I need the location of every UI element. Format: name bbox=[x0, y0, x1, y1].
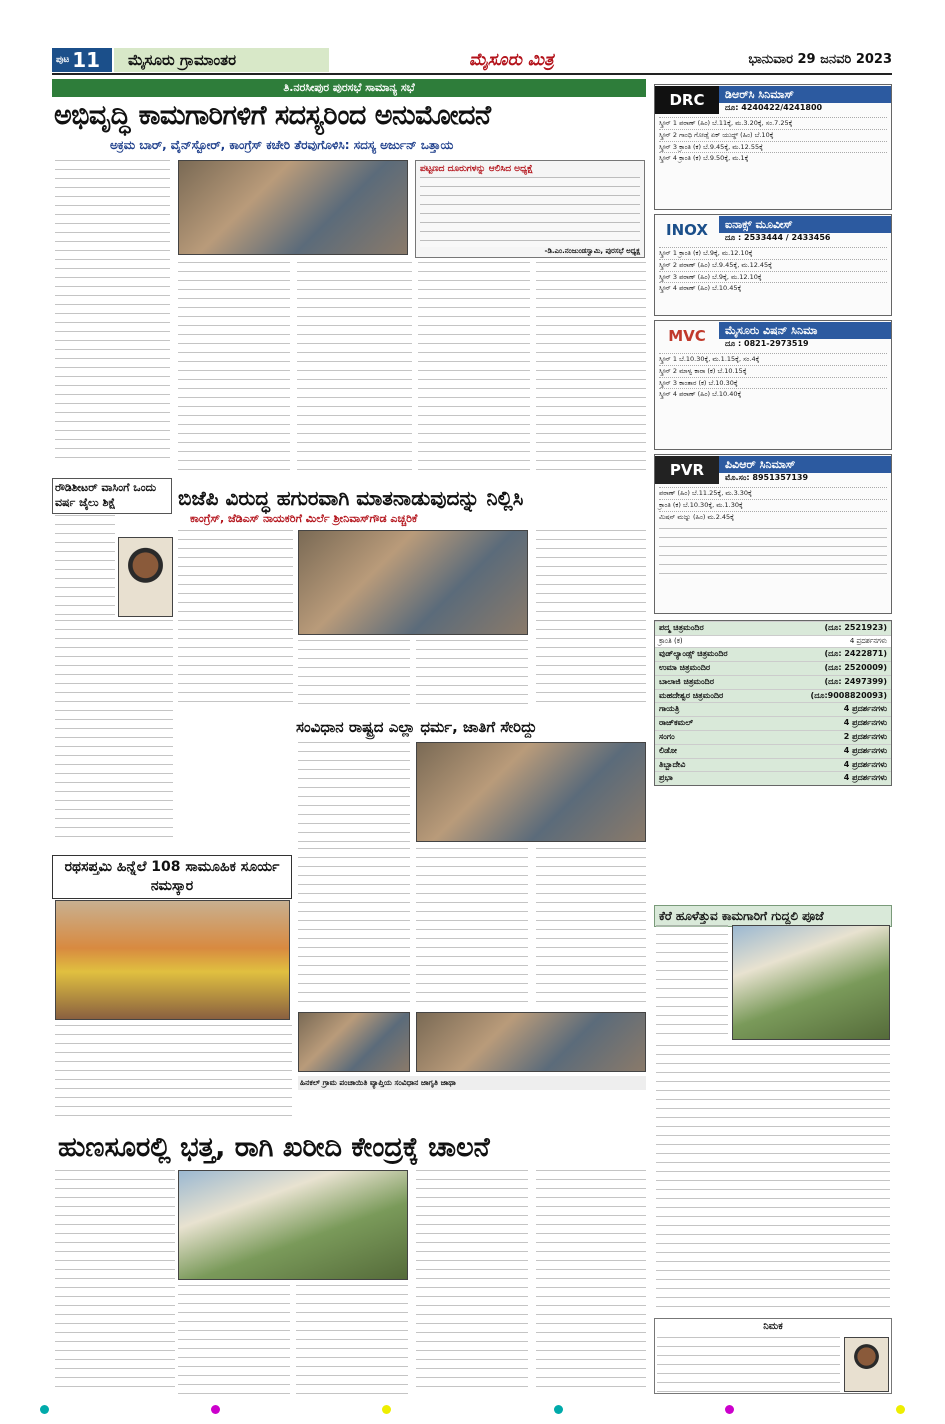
tribute-head: ನಿಮಕ bbox=[763, 1321, 783, 1332]
drc-phone: ದೂ: 4240422/4241800 bbox=[725, 103, 823, 113]
quote-text bbox=[420, 177, 640, 247]
paper-logo: ಮೈಸೂರು ಮಿತ್ರ bbox=[469, 49, 554, 70]
masthead bbox=[52, 47, 892, 75]
story3-body-col1 bbox=[298, 742, 410, 842]
theatre-name: ಸಂಗಂ bbox=[659, 732, 675, 742]
story2-photo-protest bbox=[298, 530, 528, 635]
cyan-dot bbox=[554, 1405, 563, 1414]
yellow-dot bbox=[382, 1405, 391, 1414]
inox-screen: ಸ್ಕ್ರೀನ್ 3 ಪಠಾಣ್ (ಹಿಂ) ಬೆ.9ಕ್ಕೆ, ಮ.12.10ಕ್ಕೆ bbox=[659, 271, 887, 283]
magenta-dot bbox=[211, 1405, 220, 1414]
theatre-shows: 4 ಪ್ರದರ್ಶನಗಳು bbox=[843, 704, 887, 714]
inox-name: ಐನಾಕ್ಸ್ ಮೂವೀಸ್ bbox=[719, 216, 891, 233]
magenta-dot bbox=[725, 1405, 734, 1414]
theatre-shows: 2 ಪ್ರದರ್ಶನಗಳು bbox=[843, 732, 887, 742]
story1-photo-meeting bbox=[178, 160, 408, 255]
story1-kicker: ತಿ.ನರಸೀಪುರ ಪುರಸಭೆ ಸಾಮಾನ್ಯ ಸಭೆ bbox=[52, 79, 646, 97]
pvr-notice bbox=[659, 528, 887, 578]
quote-credit: -ಡಿ.ಎಂ.ನಂಜುಂಡಸ್ವಾಮಿ, ಪುರಸಭೆ ಅಧ್ಯಕ್ಷ bbox=[544, 247, 640, 256]
pvr-name: ಪಿವಿಆರ್ ಸಿನಿಮಾಸ್ bbox=[719, 456, 891, 473]
yellow-dot bbox=[896, 1405, 905, 1414]
theatre-phone: (ದೂ: 2422871) bbox=[824, 649, 887, 659]
theatre-list bbox=[654, 620, 892, 786]
story3-photo-group-a bbox=[298, 1012, 410, 1072]
tribute-photo bbox=[844, 1337, 889, 1392]
theatre-name: ವುಡ್‌ಲ್ಯಾಂಡ್ಸ್ ಚಿತ್ರಮಂದಿರ bbox=[659, 649, 728, 659]
theatre-name: ರಾಜ್‌ಕಮಲ್ bbox=[659, 718, 694, 728]
story1-body-col3 bbox=[297, 262, 412, 472]
story6-body-col2 bbox=[656, 1045, 890, 1310]
mvc-logo: MVC bbox=[668, 326, 706, 345]
mvc-name: ಮೈಸೂರು ವಿಷನ್ ಸಿನಿಮಾ bbox=[719, 322, 891, 339]
story1-body-col5 bbox=[536, 262, 646, 472]
theatre-name: ಮಹದೇಶ್ವರ ಚಿತ್ರಮಂದಿರ bbox=[659, 690, 724, 700]
story1-quote-box bbox=[415, 160, 645, 258]
story5-body-col5 bbox=[536, 1170, 646, 1395]
page-number-box bbox=[52, 48, 112, 72]
cyan-dot bbox=[40, 1405, 49, 1414]
cinema-listing-inox bbox=[654, 214, 892, 316]
theatre-phone: (ದೂ: 2497399) bbox=[824, 676, 887, 686]
side1-body-bottom bbox=[55, 620, 173, 845]
story5-body-col1 bbox=[55, 1170, 175, 1395]
tribute-text bbox=[657, 1337, 840, 1392]
theatre-phone: (ದೂ: 2521923) bbox=[824, 623, 887, 632]
drc-screen: ಸ್ಕ್ರೀನ್ 3 ಕ್ರಾಂತಿ (ಕ) ಬೆ.9.45ಕ್ಕೆ, ಮ.12.55ಕ್ಕೆ bbox=[659, 141, 887, 153]
story5-body-col4 bbox=[416, 1170, 528, 1395]
side1-headline: ರೌಡಿಶೀಟರ್ ವಾಸಿಂಗೆ ಒಂದು ವರ್ಷ ಜೈಲು ಶಿಕ್ಷೆ bbox=[52, 478, 172, 514]
story1-headline: ಅಭಿವೃದ್ಧಿ ಕಾಮಗಾರಿಗಳಿಗೆ ಸದಸ್ಯರಿಂದ ಅನುಮೋದನೆ bbox=[54, 100, 491, 131]
inox-screen: ಸ್ಕ್ರೀನ್ 2 ಪಠಾಣ್ (ಹಿಂ) ಬೆ.9.45ಕ್ಕೆ, ಮ.12.45ಕ್ಕೆ bbox=[659, 259, 887, 271]
story4-headline: ರಥಸಪ್ತಮಿ ಹಿನ್ನೆಲೆ 108 ಸಾಮೂಹಿಕ ಸೂರ್ಯ ನಮಸ್ಕಾರ bbox=[52, 855, 292, 899]
story2-body-col2a bbox=[298, 640, 410, 712]
side1-body-top bbox=[55, 515, 115, 615]
story6-headline: ಕೆರೆ ಹೂಳೆತ್ತುವ ಕಾಮಗಾರಿಗೆ ಗುದ್ದಲಿ ಪೂಜೆ bbox=[654, 905, 892, 927]
theatre-name: ಪದ್ಮ ಚಿತ್ರಮಂದಿರ bbox=[659, 623, 704, 632]
cinema-listing-pvr bbox=[654, 454, 892, 614]
inox-screen: ಸ್ಕ್ರೀನ್ 1 ಕ್ರಾಂತಿ (ಕ) ಬೆ.9ಕ್ಕೆ, ಮ.12.10ಕ್ಕೆ bbox=[659, 247, 887, 259]
drc-name: ಡಿಆರ್‌ಸಿ ಸಿನಿಮಾಸ್ bbox=[719, 86, 891, 103]
theatre-name: ಲಿಡೋ bbox=[659, 745, 677, 755]
story3-body-col2 bbox=[298, 848, 410, 1008]
inox-logo: INOX bbox=[666, 220, 708, 239]
theatre-shows: 4 ಪ್ರದರ್ಶನಗಳು bbox=[843, 773, 887, 783]
story3-headline: ಸಂವಿಧಾನ ರಾಷ್ಟ್ರದ ಎಲ್ಲಾ ಧರ್ಮ, ಜಾತಿಗೆ ಸೇರಿದ್ದು bbox=[296, 718, 537, 736]
inox-screen: ಸ್ಕ್ರೀನ್ 4 ಪಠಾಣ್ (ಹಿಂ) ಬೆ.10.45ಕ್ಕೆ bbox=[659, 282, 887, 294]
mvc-screen: ಸ್ಕ್ರೀನ್ 4 ಪಠಾಣ್ (ಹಿಂ) ಬೆ.10.40ಕ್ಕೆ bbox=[659, 388, 887, 400]
page-number: 11 bbox=[72, 47, 101, 72]
inox-phone: ದೂ : 2533444 / 2433456 bbox=[725, 233, 831, 243]
story1-body-col4 bbox=[418, 262, 530, 472]
story4-body bbox=[55, 1025, 292, 1120]
issue-date: ಭಾನುವಾರ 29 ಜನವರಿ 2023 bbox=[748, 52, 892, 68]
mvc-phone: ದೂ : 0821-2973519 bbox=[725, 339, 809, 349]
story5-headline: ಹುಣಸೂರಲ್ಲಿ ಭತ್ತ, ರಾಗಿ ಖರೀದಿ ಕೇಂದ್ರಕ್ಕೆ ಚಾಲನೆ bbox=[58, 1132, 490, 1163]
story4-photo-crowd bbox=[55, 900, 290, 1020]
pvr-screen: ಮಿಷನ್ ಮಜ್ನು (ಹಿಂ) ಮ.2.45ಕ್ಕೆ bbox=[659, 511, 887, 523]
theatre-shows: 4 ಪ್ರದರ್ಶನಗಳು bbox=[843, 759, 887, 769]
story5-photo-inauguration bbox=[178, 1170, 408, 1280]
pvr-logo: PVR bbox=[655, 456, 719, 484]
pvr-screen: ಕ್ರಾಂತಿ (ಕ) ಬೆ.10.30ಕ್ಕೆ, ಮ.1.30ಕ್ಕೆ bbox=[659, 499, 887, 511]
mvc-screen: ಸ್ಕ್ರೀನ್ 1 ಬೆ.10.30ಕ್ಕೆ, ಮ.1.15ಕ್ಕೆ, ಸಂ.4ಕ್ಕೆ bbox=[659, 353, 887, 365]
story3-body-col4 bbox=[536, 848, 646, 1008]
pvr-phone: ಮೊ.ಸಂ: 8951357139 bbox=[725, 473, 809, 483]
mvc-screen: ಸ್ಕ್ರೀನ್ 2 ಮಾಳ್ವ ಕಾರಾ (ಕ) ಬೆ.10.15ಕ್ಕೆ bbox=[659, 365, 887, 377]
theatre-name: ಬಾಲಾಜಿ ಚಿತ್ರಮಂದಿರ bbox=[659, 676, 714, 686]
story3-body-col3 bbox=[416, 848, 528, 1008]
drc-logo: DRC bbox=[655, 86, 719, 114]
quote-title: ಪಟ್ಟಣದ ದೂರುಗಳನ್ನು ಆಲಿಸಿದ ಅಧ್ಯಕ್ಷೆ bbox=[420, 164, 533, 174]
theatre-name: ಪ್ರಭಾ bbox=[659, 773, 673, 783]
pvr-screen: ಪಠಾಣ್ (ಹಿಂ) ಬೆ.11.25ಕ್ಕೆ, ಮ.3.30ಕ್ಕೆ bbox=[659, 487, 887, 499]
tribute-box bbox=[654, 1318, 892, 1394]
drc-screen: ಸ್ಕ್ರೀನ್ 2 ಗಾಂಧಿ ಗೋಡ್ಸೆ ಏಕ್ ಯುದ್ಧ್ (ಹಿಂ) ಬೆ.10ಕ್ಕೆ bbox=[659, 129, 887, 141]
cinema-listing-drc bbox=[654, 84, 892, 210]
story3-photo-ambedkar bbox=[416, 742, 646, 842]
theatre-shows: 4 ಪ್ರದರ್ಶನಗಳು bbox=[849, 636, 887, 645]
story2-body-col3 bbox=[536, 530, 646, 710]
theatre-name: ಉಮಾ ಚಿತ್ರಮಂದಿರ bbox=[659, 663, 711, 673]
story2-subhead: ಕಾಂಗ್ರೆಸ್, ಜೆಡಿಎಸ್ ನಾಯಕರಿಗೆ ಮಿರ್ಲೆ ಶ್ರೀನಿವಾಸ್‌ಗೌಡ ಎಚ್ಚರಿಕೆ bbox=[190, 512, 418, 525]
theatre-name: ತಿಬ್ಬಾದೇವಿ bbox=[659, 759, 686, 769]
story1-subhead: ಅಕ್ರಮ ಬಾರ್, ವೈನ್‌ಸ್ಟೋರ್, ಕಾಂಗ್ರೆಸ್ ಕಚೇರಿ ತೆರವುಗೊಳಿಸಿ: ಸದಸ್ಯ ಅರ್ಜುನ್ ಒತ್ತಾಯ bbox=[110, 138, 454, 152]
drc-screen: ಸ್ಕ್ರೀನ್ 1 ಪಠಾಣ್ (ಹಿಂ) ಬೆ.11ಕ್ಕೆ, ಮ.3.20ಕ್ಕೆ, ಸಂ.7.25ಕ್ಕೆ bbox=[659, 117, 887, 129]
theatre-name: ಗಾಯತ್ರಿ bbox=[659, 704, 680, 714]
cinema-listing-mvc bbox=[654, 320, 892, 450]
theatre-phone: (ದೂ: 2520009) bbox=[824, 663, 887, 673]
theatre-shows: 4 ಪ್ರದರ್ಶನಗಳು bbox=[843, 745, 887, 755]
side1-photo-accused bbox=[118, 537, 173, 617]
section-name: ಮೈಸೂರು ಗ್ರಾಮಾಂತರ bbox=[114, 48, 329, 72]
story1-body-col1 bbox=[55, 160, 170, 460]
story2-body-col1 bbox=[178, 530, 293, 710]
story3-caption: ಹಿನಕಲ್ ಗ್ರಾಮ ಪಂಚಾಯಿತಿ ವ್ಯಾಪ್ತಿಯ ಸಂವಿಧಾನ ಜಾಗೃತಿ ಜಾಥಾ bbox=[298, 1076, 646, 1090]
story2-body-col2b bbox=[416, 640, 528, 712]
story5-body-col2 bbox=[178, 1285, 290, 1395]
mvc-screen: ಸ್ಕ್ರೀನ್ 3 ಕಾಂತಾರ (ಕ) ಬೆ.10.30ಕ್ಕೆ bbox=[659, 377, 887, 389]
story6-photo-pooja bbox=[732, 925, 890, 1040]
theatre-phone: (ದೂ:9008820093) bbox=[810, 690, 887, 700]
page-label: ಪುಟ bbox=[56, 54, 70, 65]
story1-body-col2 bbox=[178, 262, 290, 472]
story2-headline: ಬಿಜೆಪಿ ವಿರುದ್ಧ ಹಗುರವಾಗಿ ಮಾತನಾಡುವುದನ್ನು ನಿಲ್ಲಿಸಿ bbox=[178, 486, 524, 510]
drc-screen: ಸ್ಕ್ರೀನ್ 4 ಕ್ರಾಂತಿ (ಕ) ಬೆ.9.50ಕ್ಕೆ, ಮ.1ಕ್ಕೆ bbox=[659, 152, 887, 164]
story3-photo-group-b bbox=[416, 1012, 646, 1072]
theatre-name: ಕ್ರಾಂತಿ (ಕ) bbox=[659, 636, 683, 645]
story5-body-col3 bbox=[296, 1285, 408, 1395]
theatre-shows: 4 ಪ್ರದರ್ಶನಗಳು bbox=[843, 718, 887, 728]
print-registration-marks bbox=[40, 1405, 905, 1414]
story6-body-col1 bbox=[656, 925, 728, 1040]
